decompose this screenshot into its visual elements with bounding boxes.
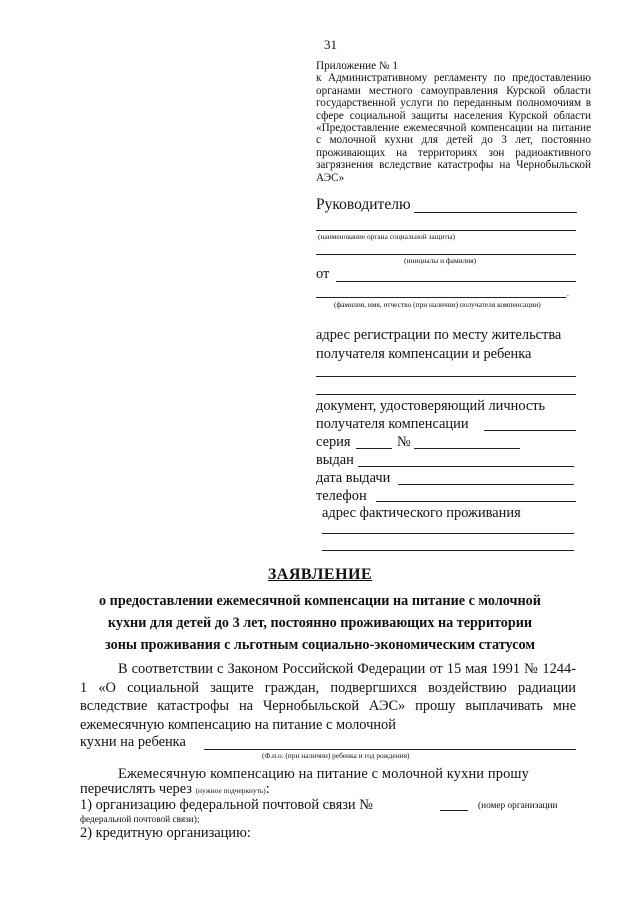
child-label: кухни на ребенка xyxy=(80,734,186,750)
actual-address-field-2[interactable] xyxy=(322,550,574,551)
initials-field[interactable] xyxy=(316,254,576,255)
organ-field[interactable] xyxy=(316,230,576,231)
child-field[interactable] xyxy=(204,749,576,750)
from-label: от xyxy=(316,266,330,282)
actual-address-label: адрес фактического проживания xyxy=(322,505,521,521)
paragraph-2-line-2 xyxy=(80,781,270,798)
option-2-text: 2) кредитную организацию: xyxy=(80,825,251,841)
subtitle-line-1: о предоставлении ежемесячной компенсации на питание с молочной xyxy=(99,593,541,609)
page-number: 31 xyxy=(324,37,337,52)
child-caption: (Ф.и.о. (при наличии) ребенка и год рождения) xyxy=(262,751,410,760)
fio-caption: (фамилия, имя, отчество (при наличии) получателя компенсации) xyxy=(334,300,541,309)
issue-date-label: дата выдачи xyxy=(316,470,391,486)
option-1-note-a: (номер организации xyxy=(478,801,558,811)
annex-block xyxy=(316,60,591,184)
doc-label-1: документ, удостоверяющий личность xyxy=(316,398,546,414)
head-label: Руководителю xyxy=(316,196,411,213)
option-1-note-b: федеральной почтовой связи); xyxy=(80,815,200,825)
issued-label: выдан xyxy=(316,452,354,468)
comma-mark: , xyxy=(567,289,569,298)
statement-subtitle xyxy=(0,590,640,656)
annex-title: Приложение № 1 xyxy=(316,60,398,72)
phone-field[interactable] xyxy=(376,501,576,502)
head-field[interactable] xyxy=(414,212,577,213)
paragraph-1-text: В соответствии с Законом Российской Федерации от 15 мая 1991 № 1244-1 «О социальной защите граждан, подвергшихся воздействию радиации вследствие катастрофы на Чернобыльской АЭС» прошу выплачивать мне ежемесячную компенсацию на питание с молочной xyxy=(80,661,576,733)
option-1 xyxy=(80,797,373,814)
issue-date-field[interactable] xyxy=(398,484,574,485)
subtitle-line-2: кухни для детей до 3 лет, постоянно проживающих на территории xyxy=(107,615,533,631)
reg-address-label-1: адрес регистрации по месту жительства xyxy=(316,327,562,343)
from-field-1[interactable] xyxy=(336,281,576,282)
underline-note: (нужное подчеркнуть) xyxy=(195,786,266,795)
doc-label-2: получателя компенсации xyxy=(316,416,469,432)
series-field[interactable] xyxy=(356,448,392,449)
series-label: серия xyxy=(316,434,351,450)
annex-text: к Административному регламенту по предоставлению органами местного самоуправления Курской области государственной услуги по переданным полномочиям в сфере социальной защиты населения Курской области «Предоставление ежемесячной компенсации на питание с молочной кухни для детей до 3 лет, постоянно проживающих на территориях зон радиоактивного загрязнения вследствие катастрофы на Чернобыльской АЭС» xyxy=(316,72,591,184)
doc-field[interactable] xyxy=(484,430,576,431)
number-label: № xyxy=(397,434,411,450)
post-office-number-field[interactable] xyxy=(440,810,468,811)
reg-address-field-1[interactable] xyxy=(316,376,576,377)
phone-label: телефон xyxy=(316,488,367,504)
issued-field[interactable] xyxy=(358,466,574,467)
reg-address-field-2[interactable] xyxy=(316,394,576,395)
paragraph-1 xyxy=(80,660,576,734)
organ-caption: (наименование органа социальной защиты) xyxy=(318,232,456,241)
number-field[interactable] xyxy=(414,448,520,449)
colon: : xyxy=(265,781,270,797)
actual-address-field-1[interactable] xyxy=(322,533,574,534)
paragraph-2-line-1: Ежемесячную компенсацию на питание с молочной кухни прошу xyxy=(118,766,530,782)
subtitle-line-3: зоны проживания с льготным социально-экономическим статусом xyxy=(104,637,535,653)
option-1-text: 1) организацию федеральной почтовой связи № xyxy=(80,797,373,813)
initials-caption: (инициалы и фамилия) xyxy=(404,256,477,265)
paragraph-2-prefix: перечислять через xyxy=(80,781,192,797)
statement-heading: ЗАЯВЛЕНИЕ xyxy=(267,566,373,583)
from-field-2[interactable] xyxy=(316,297,566,298)
reg-address-label-2: получателя компенсации и ребенка xyxy=(316,346,532,362)
